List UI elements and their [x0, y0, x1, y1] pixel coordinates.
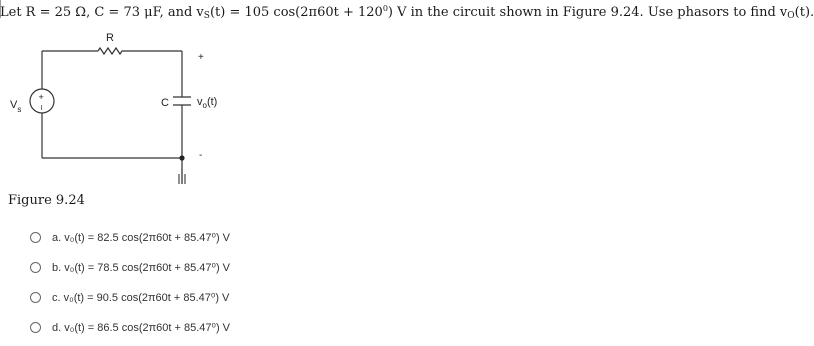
option-c[interactable] — [30, 286, 230, 309]
capacitor-symbol — [173, 97, 191, 105]
resistor-label: R — [106, 32, 114, 44]
radio-button-icon[interactable] — [30, 292, 41, 303]
resistor-symbol — [98, 48, 124, 54]
source-plus: + — [38, 92, 44, 102]
option-a[interactable] — [30, 226, 230, 249]
question-part-3: ) V in the circuit shown in Figure 9.24. Use phasors to find v — [387, 5, 788, 20]
question-part-4: (t). — [794, 5, 814, 20]
option-b[interactable] — [30, 256, 230, 279]
capacitor-label: C — [161, 97, 169, 109]
option-label: b. v₀(t) = 78.5 cos(2π60t + 85.47⁰) V — [52, 262, 231, 274]
option-label: c. v₀(t) = 90.5 cos(2π60t + 85.47⁰) V — [52, 292, 230, 304]
answer-options — [30, 226, 230, 346]
question-subscript-s: S — [203, 11, 210, 21]
question-degree: 0 — [382, 4, 388, 13]
source-label: $V_s$ — [10, 99, 22, 114]
circuit-wires — [42, 51, 182, 184]
source-minus: I — [40, 105, 43, 112]
output-plus: + — [198, 52, 204, 63]
radio-button-icon[interactable] — [30, 232, 41, 243]
question-part-2: (t) = 105 cos(2π60t + 120 — [209, 5, 383, 20]
option-d[interactable] — [30, 316, 230, 339]
output-label: $v_o(t)$ — [197, 96, 218, 110]
voltage-source — [30, 89, 54, 113]
option-label: a. v₀(t) = 82.5 cos(2π60t + 85.47⁰) V — [52, 232, 231, 244]
ground-node-dot — [179, 155, 184, 160]
option-label: d. v₀(t) = 86.5 cos(2π60t + 85.47⁰) V — [52, 322, 231, 334]
figure-caption: Figure 9.24 — [8, 193, 85, 208]
question-part-1: Let R = 25 Ω, C = 73 μF, and v — [0, 5, 204, 20]
radio-button-icon[interactable] — [30, 322, 41, 333]
ground-icon — [179, 168, 185, 184]
output-minus: - — [199, 150, 203, 161]
question-subscript-o: O — [787, 11, 795, 21]
radio-button-icon[interactable] — [30, 262, 41, 273]
circuit-diagram — [0, 20, 260, 192]
